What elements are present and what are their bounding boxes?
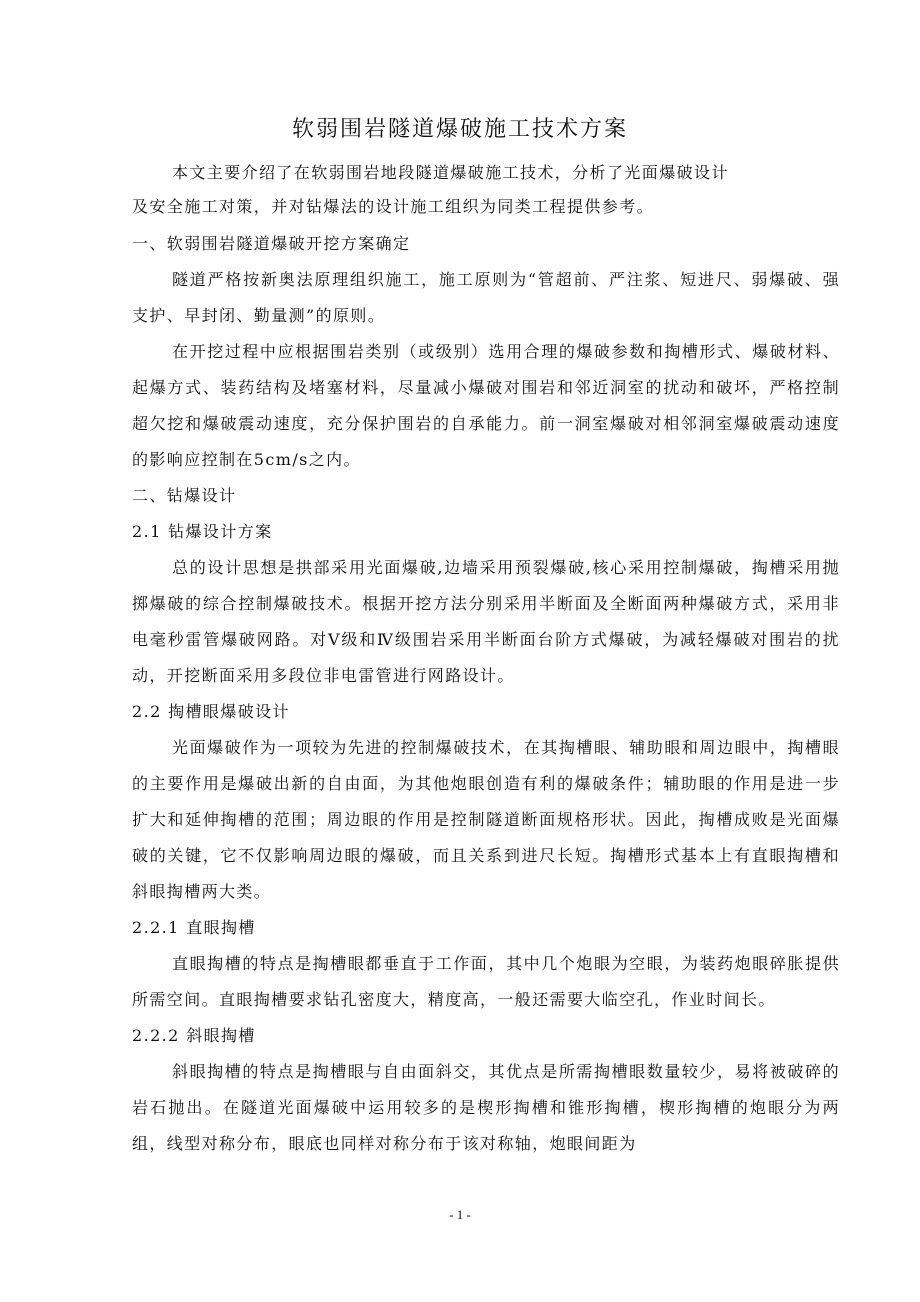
paragraph-1-1: 隧道严格按新奥法原理组织施工，施工原则为“管超前、严注浆、短进尺、弱爆破、强支护、早封闭、勤量测”的原则。 — [132, 270, 840, 325]
section-heading-2-2-2: 2.2.2 斜眼掏槽 — [132, 1026, 256, 1045]
section-heading-2: 二、钻爆设计 — [132, 486, 237, 505]
intro-line-2: 及安全施工对策，并对钻爆法的设计施工组织为同类工程提供参考。 — [132, 197, 655, 216]
section-heading-1: 一、软弱围岩隧道爆破开挖方案确定 — [132, 234, 411, 253]
section-heading-2-1: 2.1 钻爆设计方案 — [132, 522, 273, 541]
paragraph-1-2: 在开挖过程中应根据围岩类别（或级别）选用合理的爆破参数和掏槽形式、爆破材料、起爆方式、装药结构及堵塞材料，尽量减小爆破对围岩和邻近洞室的扰动和破坏，严格控制超欠挖和爆破震动速度，充分保护围岩的自承能力。前一洞室爆破对相邻洞室爆破震动速度的影响应控制在5cm/s之内。 — [132, 342, 840, 469]
document-title: 软弱围岩隧道爆破施工技术方案 — [291, 117, 628, 142]
section-heading-2-2: 2.2 掏槽眼爆破设计 — [132, 702, 290, 721]
page-number: - 1 - — [449, 1207, 471, 1222]
paragraph-2-2-2: 斜眼掏槽的特点是掏槽眼与自由面斜交，其优点是所需掏槽眼数量较少，易将被破碎的岩石抛出。在隧道光面爆破中运用较多的是楔形掏槽和锥形掏槽，楔形掏槽的炮眼分为两组，线型对称分布，眼底也同样对称分布于该对称轴，炮眼间距为 — [132, 1062, 840, 1153]
section-heading-2-2-1: 2.2.1 直眼掏槽 — [132, 918, 256, 937]
paragraph-2-1: 总的设计思想是拱部采用光面爆破,边墙采用预裂爆破,核心采用控制爆破，掏槽采用抛掷爆破的综合控制爆破技术。根据开挖方法分别采用半断面及全断面两种爆破方式，采用非电毫秒雷管爆破网路。对Ⅴ级和Ⅳ级围岩采用半断面台阶方式爆破，为减轻爆破对围岩的扰动，开挖断面采用多段位非电雷管进行网路设计。 — [132, 558, 840, 685]
document-body — [132, 156, 840, 1162]
intro-line-1: 本文主要介绍了在软弱围岩地段隧道爆破施工技术，分析了光面爆破设计 — [172, 163, 729, 182]
paragraph-2-2: 光面爆破作为一项较为先进的控制爆破技术，在其掏槽眼、辅助眼和周边眼中，掏槽眼的主要作用是爆破出新的自由面，为其他炮眼创造有利的爆破条件；辅助眼的作用是进一步扩大和延伸掏槽的范围；周边眼的作用是控制隧道断面规格形状。因此，掏槽成败是光面爆破的关键，它不仅影响周边眼的爆破，而且关系到进尺长短。掏槽形式基本上有直眼掏槽和斜眼掏槽两大类。 — [132, 738, 840, 901]
paragraph-2-2-1: 直眼掏槽的特点是掏槽眼都垂直于工作面，其中几个炮眼为空眼，为装药炮眼碎胀提供所需空间。直眼掏槽要求钻孔密度大，精度高，一般还需要大临空孔，作业时间长。 — [132, 954, 840, 1009]
